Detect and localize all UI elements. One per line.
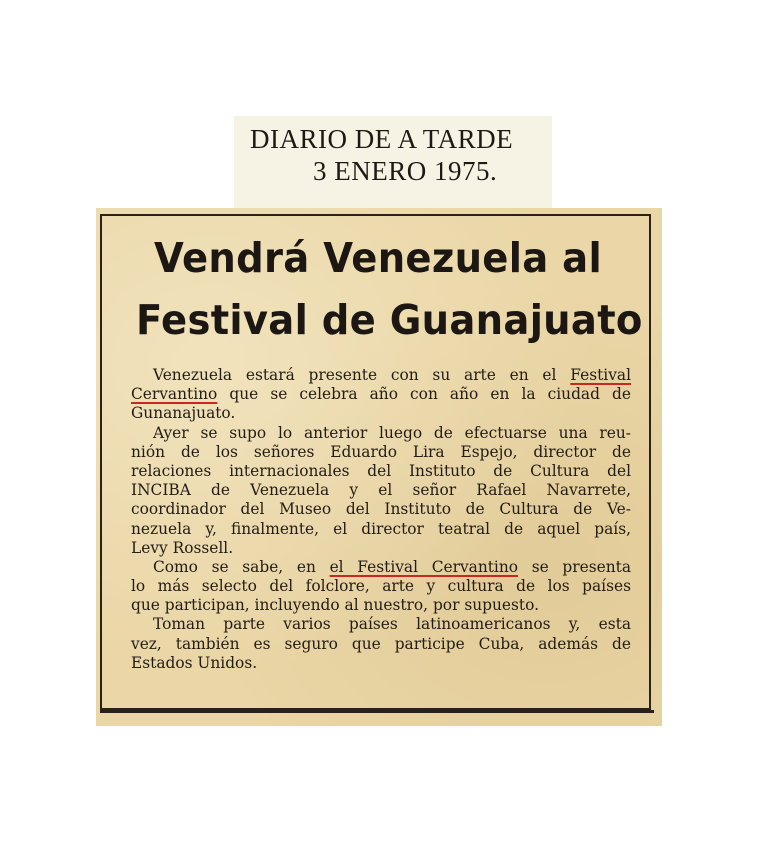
article-text: relaciones internacionales del Instituto de Cultura del — [131, 461, 631, 480]
article-line — [131, 366, 631, 385]
article-line — [131, 500, 631, 519]
clipping-bottom-rule — [100, 710, 654, 713]
headline-line-1: Vendrá Venezuela al — [154, 234, 602, 282]
article-line — [131, 558, 631, 577]
article-line — [131, 520, 631, 539]
article-line — [131, 577, 631, 596]
article-text: vez, también es seguro que participe Cuba, además de — [131, 634, 631, 653]
article-line — [131, 462, 631, 481]
newspaper-name: DIARIO DE A TARDE — [250, 124, 514, 154]
article-text: coordinador del Museo del Instituto de Cultura de Ve- — [131, 500, 631, 519]
highlighted-phrase: Festival — [570, 366, 631, 384]
article-text: Ayer se supo lo anterior luego de efectuarse una reu- — [153, 423, 631, 442]
article-text: se presenta — [518, 557, 631, 576]
article-line — [131, 481, 631, 500]
article-text: que se celebra año con año en la ciudad de — [217, 385, 631, 404]
article-text: Estados Unidos. — [131, 653, 258, 672]
article-text: Toman parte varios países latinoamericanos y, esta — [153, 615, 631, 634]
article-text: Venezuela estará presente con su arte en el — [153, 366, 571, 384]
article-text: Levy Rossell. — [131, 538, 234, 557]
highlighted-phrase: el Festival Cervantino — [329, 557, 519, 576]
article-body — [131, 366, 631, 673]
article-text: nión de los señores Eduardo Lira Espejo, director de — [131, 442, 631, 461]
article-line — [131, 443, 631, 462]
publication-date: 3 ENERO 1975. — [313, 156, 498, 186]
article-text: INCIBA de Venezuela y el señor Rafael Navarrete, — [131, 481, 631, 500]
article-text: nezuela y, finalmente, el director teatral de aquel país, — [131, 519, 631, 538]
article-line — [131, 424, 631, 443]
article-line — [131, 635, 631, 654]
highlighted-phrase: Cervantino — [131, 385, 218, 404]
article-text: que participan, incluyendo al nuestro, por supuesto. — [131, 596, 539, 615]
article-text: lo más selecto del folclore, arte y cultura de los países — [131, 577, 631, 596]
article-line — [131, 385, 631, 404]
article-line — [131, 615, 631, 634]
article-line — [131, 404, 631, 423]
headline-line-2: Festival de Guanajuato — [136, 296, 643, 344]
article-line — [131, 654, 631, 673]
article-text: Gunanajuato. — [131, 404, 236, 423]
article-line — [131, 596, 631, 615]
article-line — [131, 539, 631, 558]
article-text: Como se sabe, en — [153, 557, 330, 576]
